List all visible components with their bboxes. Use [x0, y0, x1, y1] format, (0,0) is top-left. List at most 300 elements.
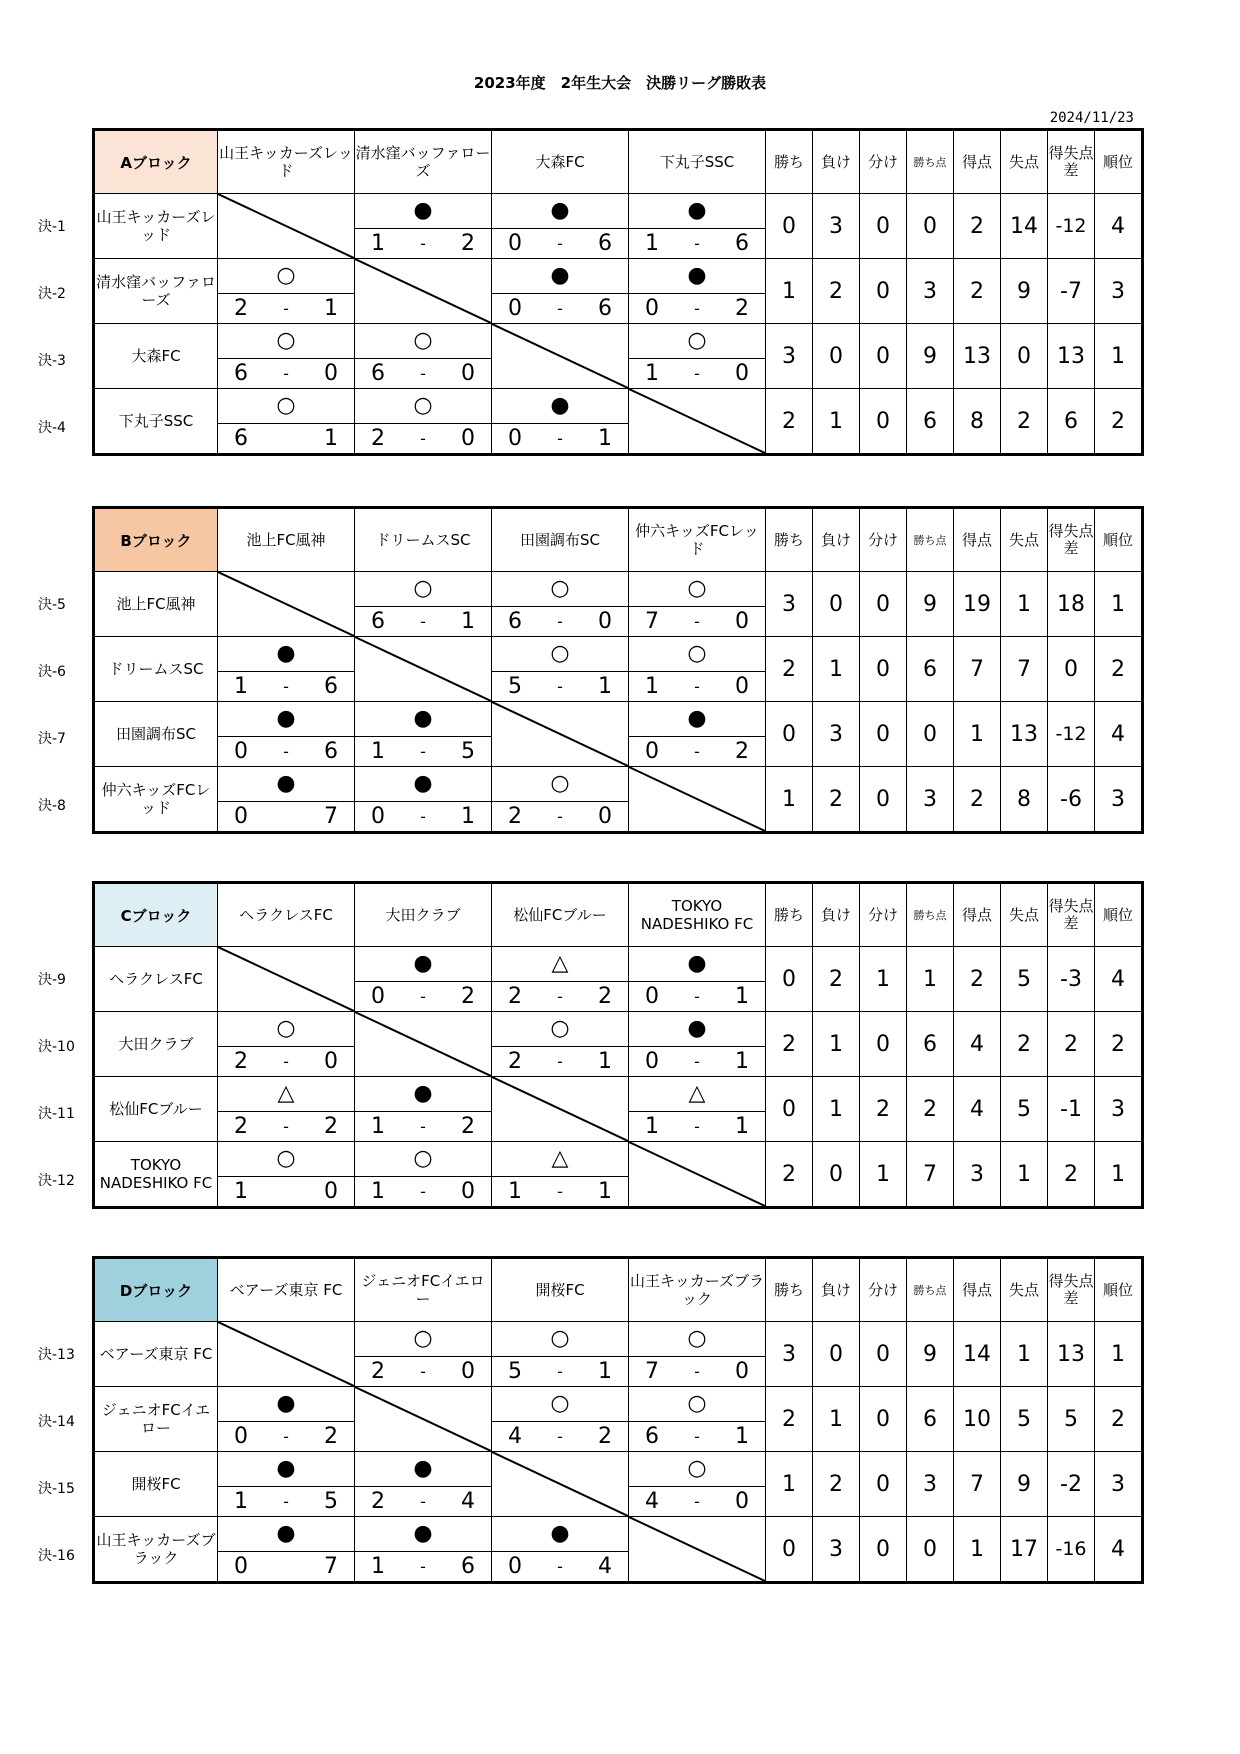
match-score [629, 1421, 765, 1451]
stat-value: 1 [766, 259, 813, 324]
match-score [629, 606, 765, 636]
score-against: 1 [598, 674, 612, 699]
match-score [355, 1356, 491, 1386]
block-1 [92, 128, 1144, 456]
table-row [94, 702, 1143, 767]
stat-value: 4 [1095, 1517, 1143, 1583]
column-team-name: 大森FC [492, 130, 629, 194]
score-for: 0 [645, 296, 659, 321]
match-score [492, 1551, 628, 1581]
result-mark: △ [551, 951, 569, 976]
score-for: 0 [508, 1554, 522, 1579]
stat-value: 5 [1001, 1387, 1048, 1452]
stat-value: 1 [813, 1012, 860, 1077]
score-against: 1 [735, 1049, 749, 1074]
match-cell [629, 637, 766, 702]
stat-value: 2 [766, 389, 813, 455]
row-label: 決-4 [38, 420, 66, 436]
table-row [94, 1387, 1143, 1452]
score-against: 1 [735, 1424, 749, 1449]
stat-value: -12 [1048, 194, 1095, 259]
match-cell [492, 1012, 629, 1077]
stat-header: 得点 [954, 1258, 1001, 1322]
stat-value: 1 [813, 1077, 860, 1142]
score-separator: - [283, 299, 289, 318]
league-table [92, 881, 1144, 1209]
score-against: 0 [735, 609, 749, 634]
stat-value: 5 [1001, 1077, 1048, 1142]
match-cell [492, 194, 629, 259]
score-against: 0 [735, 1489, 749, 1514]
score-separator: - [420, 1117, 426, 1136]
stat-header: 勝ち点 [907, 130, 954, 194]
score-against: 1 [598, 1049, 612, 1074]
stat-header: 勝ち点 [907, 883, 954, 947]
match-score [629, 1356, 765, 1386]
row-label: 決-8 [38, 798, 66, 814]
diagonal-cell [355, 1387, 492, 1452]
match-cell [629, 572, 766, 637]
table-row [94, 1322, 1143, 1387]
stat-value: 3 [907, 259, 954, 324]
score-separator: - [557, 807, 563, 826]
match-score [355, 981, 491, 1011]
stat-value: 17 [1001, 1517, 1048, 1583]
stat-value: 1 [766, 767, 813, 833]
match-cell [629, 1012, 766, 1077]
column-team-name: ジェニオFCイエロー [355, 1258, 492, 1322]
stat-value: 13 [954, 324, 1001, 389]
row-team-name: 山王キッカーズブラック [94, 1517, 218, 1583]
column-team-name: TOKYO NADESHIKO FC [629, 883, 766, 947]
stat-header: 順位 [1095, 883, 1143, 947]
row-team-name: 松仙FCブルー [94, 1077, 218, 1142]
match-score [355, 1486, 491, 1516]
result-mark: ● [413, 951, 433, 976]
stat-value: 1 [1001, 1322, 1048, 1387]
match-cell [355, 324, 492, 389]
score-for: 0 [508, 426, 522, 451]
league-table [92, 1256, 1144, 1584]
result-mark: ● [276, 1456, 296, 1481]
result-mark: ● [413, 1081, 433, 1106]
result-mark: ○ [550, 1326, 570, 1351]
result-mark: ○ [276, 393, 296, 418]
match-cell [355, 1142, 492, 1208]
score-separator: - [420, 364, 426, 383]
score-separator: - [694, 677, 700, 696]
stat-value: 2 [813, 259, 860, 324]
match-score [218, 1551, 354, 1581]
score-against: 7 [324, 1554, 338, 1579]
header-row [94, 508, 1143, 572]
stat-value: 0 [860, 194, 907, 259]
match-cell [629, 1077, 766, 1142]
stat-value: 2 [954, 767, 1001, 833]
match-score [355, 1551, 491, 1581]
score-against: 6 [735, 231, 749, 256]
result-mark: ○ [550, 641, 570, 666]
score-separator: - [557, 1182, 563, 1201]
stat-value: 2 [766, 637, 813, 702]
result-mark: ● [276, 1521, 296, 1546]
diagonal-cell [218, 947, 355, 1012]
diagonal-cell [629, 389, 766, 455]
stat-value: 2 [954, 194, 1001, 259]
stat-header: 失点 [1001, 130, 1048, 194]
stat-value: 2 [766, 1387, 813, 1452]
stat-value: 8 [954, 389, 1001, 455]
result-mark: ○ [276, 263, 296, 288]
match-cell [492, 572, 629, 637]
column-team-name: 下丸子SSC [629, 130, 766, 194]
match-score [218, 1486, 354, 1516]
stat-value: 0 [860, 702, 907, 767]
score-for: 5 [508, 1359, 522, 1384]
stat-value: 2 [1095, 389, 1143, 455]
match-score [492, 1356, 628, 1386]
stat-value: 7 [954, 637, 1001, 702]
stat-value: 2 [907, 1077, 954, 1142]
stat-header: 順位 [1095, 1258, 1143, 1322]
stat-value: -1 [1048, 1077, 1095, 1142]
match-score [355, 736, 491, 766]
result-mark: ○ [550, 1391, 570, 1416]
match-cell [629, 259, 766, 324]
match-score [355, 228, 491, 258]
match-cell [492, 1322, 629, 1387]
score-against: 1 [598, 1179, 612, 1204]
stat-header: 得失点差 [1048, 883, 1095, 947]
league-table [92, 128, 1144, 456]
result-mark: ● [276, 1391, 296, 1416]
stat-value: 13 [1048, 1322, 1095, 1387]
score-for: 1 [234, 674, 248, 699]
diagonal-cell [355, 1012, 492, 1077]
column-team-name: ヘラクレスFC [218, 883, 355, 947]
stat-value: 0 [813, 1142, 860, 1208]
table-row [94, 1517, 1143, 1583]
match-cell [629, 947, 766, 1012]
match-cell [629, 702, 766, 767]
stat-value: 2 [860, 1077, 907, 1142]
match-cell [355, 1077, 492, 1142]
stat-value: 1 [860, 947, 907, 1012]
stat-value: 1 [954, 702, 1001, 767]
result-mark: △ [551, 1146, 569, 1171]
row-label: 決-7 [38, 731, 66, 747]
result-mark: ● [413, 198, 433, 223]
score-for: 1 [234, 1489, 248, 1514]
result-mark: ● [276, 771, 296, 796]
result-mark: ○ [276, 1146, 296, 1171]
stat-value: 9 [907, 1322, 954, 1387]
score-against: 0 [461, 1359, 475, 1384]
match-score [492, 1176, 628, 1206]
score-separator: - [694, 364, 700, 383]
score-separator: - [694, 742, 700, 761]
row-label: 決-5 [38, 597, 66, 613]
table-row [94, 194, 1143, 259]
score-against: 2 [461, 1114, 475, 1139]
match-score [492, 423, 628, 453]
match-cell [218, 637, 355, 702]
score-separator: - [283, 1117, 289, 1136]
result-mark: ○ [687, 1326, 707, 1351]
score-separator: - [694, 234, 700, 253]
score-against: 0 [598, 804, 612, 829]
stat-value: 0 [860, 389, 907, 455]
row-team-name: 清水窪バッファローズ [94, 259, 218, 324]
score-separator: - [694, 987, 700, 1006]
match-score [355, 1176, 491, 1206]
stat-value: 3 [907, 767, 954, 833]
stat-value: 3 [954, 1142, 1001, 1208]
row-team-name: 山王キッカーズレッド [94, 194, 218, 259]
diagonal-cell [218, 1322, 355, 1387]
stat-value: 1 [766, 1452, 813, 1517]
score-for: 2 [508, 804, 522, 829]
table-row [94, 767, 1143, 833]
row-team-name: ヘラクレスFC [94, 947, 218, 1012]
stat-value: 3 [1095, 259, 1143, 324]
stat-value: 14 [1001, 194, 1048, 259]
match-score [492, 981, 628, 1011]
match-cell [218, 1452, 355, 1517]
score-for: 2 [508, 1049, 522, 1074]
score-separator: - [557, 234, 563, 253]
match-cell [355, 1517, 492, 1583]
match-cell [355, 389, 492, 455]
diagonal-cell [629, 1517, 766, 1583]
match-score [218, 736, 354, 766]
stat-header: 得失点差 [1048, 1258, 1095, 1322]
stat-value: 3 [766, 324, 813, 389]
match-score [218, 1176, 354, 1206]
block-name: Bブロック [94, 508, 218, 572]
table-row [94, 1077, 1143, 1142]
stat-header: 勝ち [766, 1258, 813, 1322]
score-for: 4 [645, 1489, 659, 1514]
score-against: 2 [324, 1114, 338, 1139]
score-separator: - [557, 1427, 563, 1446]
stat-value: 2 [954, 259, 1001, 324]
diagonal-cell [355, 637, 492, 702]
stat-header: 勝ち [766, 883, 813, 947]
column-team-name: ベアーズ東京 FC [218, 1258, 355, 1322]
result-mark: ○ [687, 641, 707, 666]
stat-value: 2 [1048, 1012, 1095, 1077]
score-separator: - [694, 1052, 700, 1071]
match-score [218, 801, 354, 831]
score-separator: - [557, 987, 563, 1006]
score-separator: - [557, 429, 563, 448]
score-against: 6 [598, 296, 612, 321]
row-label: 決-6 [38, 664, 66, 680]
match-score [629, 671, 765, 701]
score-against: 2 [735, 296, 749, 321]
stat-header: 失点 [1001, 883, 1048, 947]
match-score [629, 736, 765, 766]
row-label: 決-11 [38, 1106, 75, 1122]
match-score [492, 606, 628, 636]
match-cell [218, 1142, 355, 1208]
table-row [94, 259, 1143, 324]
stat-value: 3 [813, 194, 860, 259]
match-cell [492, 767, 629, 833]
score-separator: - [283, 1427, 289, 1446]
column-team-name: 清水窪バッファローズ [355, 130, 492, 194]
score-against: 2 [461, 984, 475, 1009]
score-separator: - [557, 299, 563, 318]
stat-value: 0 [860, 1387, 907, 1452]
stat-value: 0 [860, 767, 907, 833]
stat-value: 0 [813, 324, 860, 389]
score-separator: - [557, 677, 563, 696]
result-mark: ○ [687, 328, 707, 353]
result-mark: ● [276, 641, 296, 666]
row-label: 決-2 [38, 286, 66, 302]
stat-value: 5 [1048, 1387, 1095, 1452]
stat-value: 5 [1001, 947, 1048, 1012]
score-against: 0 [461, 426, 475, 451]
row-label: 決-3 [38, 353, 66, 369]
stat-value: 4 [1095, 702, 1143, 767]
stat-value: 2 [1001, 1012, 1048, 1077]
diagonal-cell [218, 572, 355, 637]
score-for: 0 [234, 739, 248, 764]
match-score [218, 293, 354, 323]
stat-value: 1 [1095, 1322, 1143, 1387]
table-row [94, 947, 1143, 1012]
score-for: 0 [645, 984, 659, 1009]
column-team-name: 松仙FCブルー [492, 883, 629, 947]
match-score [218, 671, 354, 701]
score-against: 1 [598, 426, 612, 451]
score-separator: - [694, 1362, 700, 1381]
score-against: 4 [598, 1554, 612, 1579]
result-mark: ● [550, 198, 570, 223]
result-mark: ○ [413, 1326, 433, 1351]
stat-value: 2 [1095, 1012, 1143, 1077]
header-row [94, 1258, 1143, 1322]
stat-value: 0 [860, 1517, 907, 1583]
result-mark: △ [688, 1081, 706, 1106]
stat-value: 4 [954, 1012, 1001, 1077]
stat-value: 2 [766, 1012, 813, 1077]
match-cell [218, 1012, 355, 1077]
score-for: 0 [508, 296, 522, 321]
score-for: 1 [508, 1179, 522, 1204]
score-for: 2 [234, 1049, 248, 1074]
stat-header: 分け [860, 130, 907, 194]
stat-value: 1 [813, 389, 860, 455]
stat-value: 0 [907, 702, 954, 767]
row-team-name: 田園調布SC [94, 702, 218, 767]
match-score [492, 801, 628, 831]
score-for: 1 [234, 1179, 248, 1204]
score-against: 0 [598, 609, 612, 634]
table-row [94, 389, 1143, 455]
score-for: 1 [645, 1114, 659, 1139]
match-score [629, 293, 765, 323]
match-cell [492, 637, 629, 702]
stat-value: 3 [813, 702, 860, 767]
match-cell [492, 1517, 629, 1583]
match-cell [355, 194, 492, 259]
match-score [218, 358, 354, 388]
stat-header: 負け [813, 883, 860, 947]
row-team-name: ドリームスSC [94, 637, 218, 702]
stat-value: 1 [1001, 1142, 1048, 1208]
match-cell [492, 1142, 629, 1208]
score-separator: - [420, 1492, 426, 1511]
match-cell [218, 1517, 355, 1583]
page-title: 2023年度 2年生大会 決勝リーグ勝敗表 [473, 74, 767, 92]
row-team-name: 開桜FC [94, 1452, 218, 1517]
result-mark: ○ [550, 1016, 570, 1041]
match-score [218, 423, 354, 453]
score-separator: - [420, 612, 426, 631]
stat-value: 1 [860, 1142, 907, 1208]
stat-value: 2 [766, 1142, 813, 1208]
stat-value: 0 [1001, 324, 1048, 389]
stat-value: 2 [1048, 1142, 1095, 1208]
stat-header: 勝ち点 [907, 1258, 954, 1322]
score-separator: - [694, 1117, 700, 1136]
result-mark: ○ [276, 328, 296, 353]
column-team-name: 田園調布SC [492, 508, 629, 572]
stat-value: 4 [1095, 947, 1143, 1012]
stat-value: 13 [1001, 702, 1048, 767]
match-cell [355, 767, 492, 833]
diagonal-cell [492, 324, 629, 389]
match-cell [492, 389, 629, 455]
stat-value: 1 [1095, 324, 1143, 389]
match-score [218, 1111, 354, 1141]
result-mark: ● [413, 1456, 433, 1481]
league-table [92, 506, 1144, 834]
stat-value: 7 [907, 1142, 954, 1208]
result-mark: △ [277, 1081, 295, 1106]
result-mark: ○ [550, 576, 570, 601]
diagonal-cell [218, 194, 355, 259]
match-score [218, 1421, 354, 1451]
stat-value: 9 [1001, 1452, 1048, 1517]
score-for: 6 [645, 1424, 659, 1449]
score-against: 4 [461, 1489, 475, 1514]
score-for: 0 [508, 231, 522, 256]
score-separator: - [420, 807, 426, 826]
score-separator: - [694, 1492, 700, 1511]
stat-header: 得点 [954, 508, 1001, 572]
stat-value: 2 [813, 767, 860, 833]
stat-value: 3 [1095, 1077, 1143, 1142]
row-label: 決-12 [38, 1173, 75, 1189]
row-team-name: 大田クラブ [94, 1012, 218, 1077]
result-mark: ○ [413, 576, 433, 601]
stat-value: 6 [907, 1387, 954, 1452]
stat-value: 3 [813, 1517, 860, 1583]
stat-header: 分け [860, 508, 907, 572]
stat-value: 9 [907, 324, 954, 389]
stat-value: 9 [907, 572, 954, 637]
row-label: 決-9 [38, 972, 66, 988]
match-cell [629, 1452, 766, 1517]
column-team-name: 池上FC風神 [218, 508, 355, 572]
stat-header: 得点 [954, 883, 1001, 947]
score-separator: - [283, 364, 289, 383]
